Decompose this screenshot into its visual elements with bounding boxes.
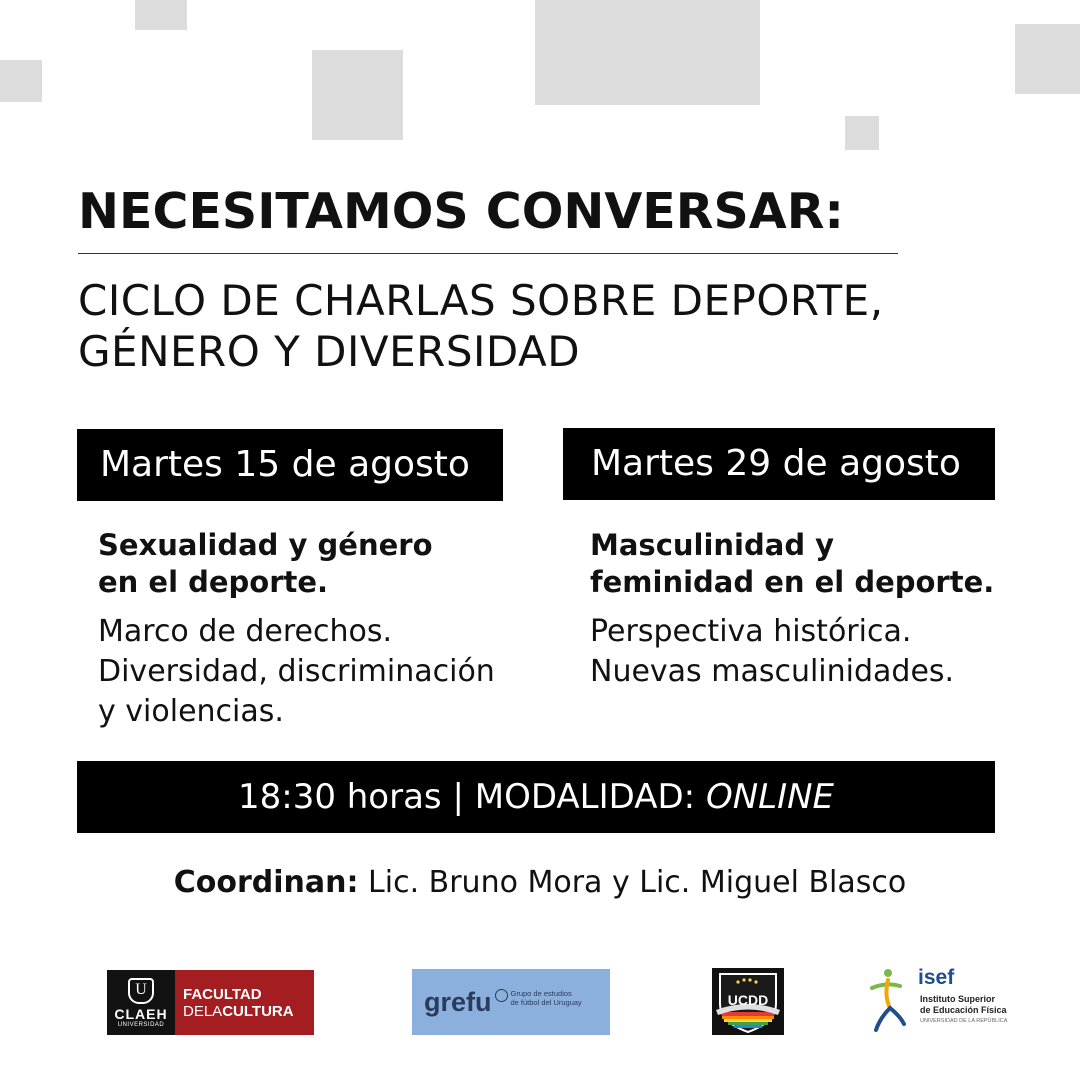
subtitle-line-1: CICLO DE CHARLAS SOBRE DEPORTE,	[78, 276, 884, 325]
isef-text	[920, 994, 1007, 1027]
talk-2-title-line: feminidad en el deporte.	[590, 565, 995, 599]
talk-1-date: Martes 15 de agosto	[77, 429, 503, 501]
grefu-logo	[412, 969, 610, 1035]
isef-name: isef	[918, 966, 955, 989]
ball-icon	[495, 989, 508, 1002]
claeh-emblem-icon: U	[128, 978, 154, 1004]
coordinators	[0, 865, 1080, 900]
talk-2-desc-line: Nuevas masculinidades.	[590, 654, 955, 689]
talk-2-description	[590, 612, 954, 692]
claeh-sub: UNIVERSIDAD	[117, 1021, 165, 1028]
isef-line-2: de Educación Física	[920, 1005, 1007, 1015]
claeh-mark	[107, 970, 175, 1035]
faculty-line-2b: CULTURA	[222, 1002, 294, 1020]
schedule-bar	[77, 761, 995, 833]
coordinators-label: Coordinan:	[173, 865, 359, 900]
faculty-line-2	[183, 1003, 314, 1020]
isef-logo	[866, 962, 1016, 1037]
grefu-tagline-2: de fútbol del Uruguay	[510, 998, 582, 1007]
deco-square	[1015, 24, 1080, 94]
deco-square	[312, 50, 403, 140]
talk-2-title-line: Masculinidad y	[590, 528, 835, 562]
title-divider	[78, 253, 898, 254]
talk-1-title-line: Sexualidad y género	[98, 528, 433, 562]
mode-value: ONLINE	[705, 777, 835, 817]
page-title: NECESITAMOS CONVERSAR:	[78, 183, 845, 240]
talk-2-title	[590, 527, 994, 601]
claeh-name: CLAEH	[114, 1005, 168, 1022]
talk-2-desc-line: Perspectiva histórica.	[590, 614, 912, 649]
isef-line-3: UNIVERSIDAD DE LA REPÚBLICA	[920, 1018, 1008, 1024]
deco-square	[0, 60, 42, 102]
separator: |	[452, 777, 464, 817]
claeh-logo	[107, 970, 314, 1035]
ucdd-logo	[712, 968, 784, 1035]
deco-square	[135, 0, 187, 30]
talk-1-description	[98, 612, 495, 732]
ucdd-name: UCDD	[727, 992, 769, 1008]
coordinators-names: Lic. Bruno Mora y Lic. Miguel Blasco	[368, 865, 907, 900]
figure-icon	[866, 964, 910, 1034]
talk-1-title-line: en el deporte.	[98, 565, 329, 599]
talk-1-desc-line: Diversidad, discriminación	[98, 654, 495, 689]
time-text: 18:30 horas	[237, 777, 442, 817]
grefu-name: grefu	[424, 986, 492, 1017]
grefu-tagline	[511, 989, 582, 1007]
talk-1-desc-line: y violencias.	[98, 694, 284, 729]
isef-line-1: Instituto Superior	[920, 994, 995, 1004]
deco-square	[845, 116, 879, 150]
faculty-line-1: FACULTAD	[183, 985, 262, 1003]
subtitle-line-2: GÉNERO Y DIVERSIDAD	[78, 327, 581, 376]
faculty-label	[175, 970, 314, 1035]
faculty-line-2a: DELA	[183, 1002, 223, 1020]
talk-1-title	[98, 527, 433, 601]
mode-label: MODALIDAD:	[474, 777, 696, 817]
talk-2-date: Martes 29 de agosto	[563, 428, 995, 500]
deco-square	[535, 0, 760, 105]
grefu-tagline-1: Grupo de estudios	[510, 989, 572, 998]
talk-1-desc-line: Marco de derechos.	[98, 614, 393, 649]
